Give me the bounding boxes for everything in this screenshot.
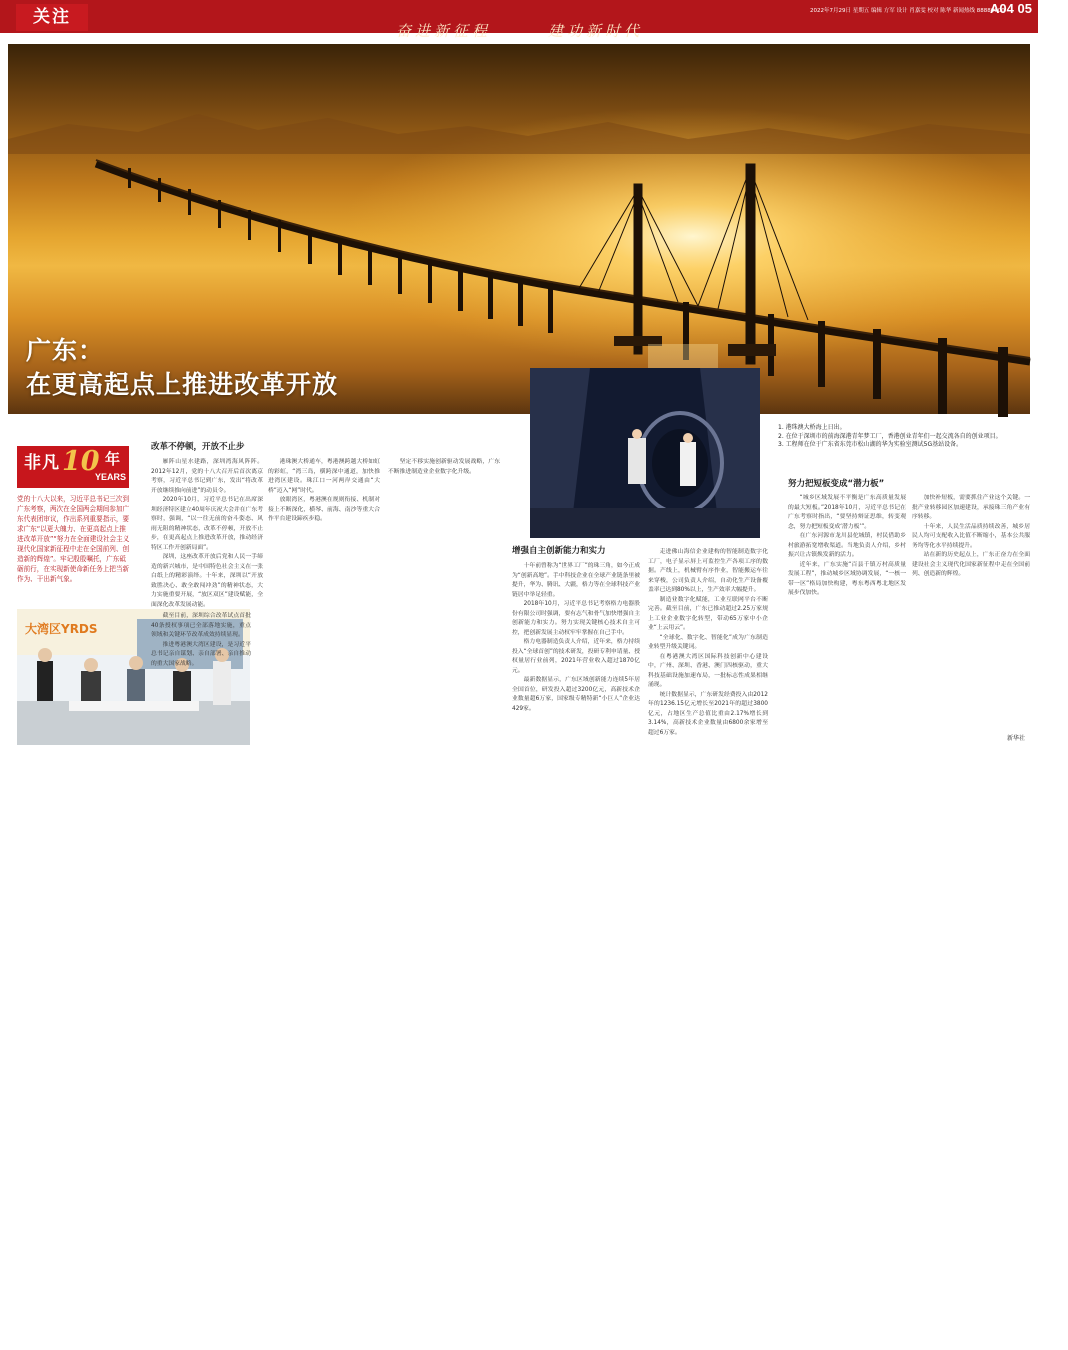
section3-para-3: “全球化、数字化、智能化”成为广东制造业转型升级关键词。: [648, 634, 768, 650]
caption-2: 2. 在位于深圳市的前海深港青年梦工厂，香港创业青年们一起交流各自的创业项目。: [778, 432, 1002, 440]
section4-para-6: 站在新的历史起点上，广东正奋力在全面建设社会主义现代化国家新征程中走在全国前列、创造新的辉煌。: [912, 552, 1030, 577]
caption-1: 1. 港珠澳大桥海上日出。: [778, 424, 846, 431]
section4-col-b: [912, 494, 1030, 730]
hero-headline-line1: 广东：: [26, 336, 105, 365]
page-number: A04 05: [990, 1, 1032, 16]
feifan-10-years-badge: [17, 446, 129, 488]
section4-para-4: 加快补短板，需要抓住产业这个关键。一批产业转移园区加速建设，承接珠三角产业有序转移。: [912, 495, 1030, 520]
section1-para-6: 港珠澳大桥通车，粤港澳跨越大桥如虹的彩虹，“湾三岛，横跨深中通道，加快推进湾区建设。珠江口一河两岸交通由“大桥”迈入“网”时代。: [268, 459, 380, 494]
section2-heading: 增强自主创新能力和实力: [512, 546, 606, 556]
section2-col-a: [512, 562, 640, 744]
section1-para-5: 推进粤港澳大湾区建设，是习近平总书记亲自谋划、亲自部署、亲自推动的重大国家战略。: [151, 641, 251, 667]
section3-col: [648, 548, 768, 744]
section1-col-c: [268, 458, 380, 744]
section3-para-1: 走进佛山海信企业建构的智能制造数字化工厂，电子显示屏上可监控生产各项工序的数据。产线上，机械臂有序作业，智能搬运车往来穿梭，公司负责人介绍，自动化生产设备覆盖率已达到80%以上，生产效率大幅提升。: [648, 549, 768, 593]
section-label: 关注: [16, 4, 88, 31]
section4-para-1: “城乡区域发展不平衡是广东高质量发展的最大短板。”2018年10月，习近平总书记在广东考察时指出，“要坚持辩证思维，转变观念，努力把短板变成‘潜力板’”。: [788, 495, 906, 530]
section1-para-1: 雁阵山星水建路，深圳湾海风阵阵。2012年12月，党的十八大召开后首次离京考察，习近平总书记到广东，发出“将改革开放继续推向前进”的动员令。: [151, 459, 263, 494]
section1-col-d: [388, 458, 500, 744]
hero-headline: [26, 334, 338, 402]
section1-para-8: 坚定不移实施创新驱动发展战略，广东不断推进制造业企业数字化升级。: [388, 459, 500, 475]
section1-col-b: [151, 612, 251, 744]
section4-col-a: [788, 494, 906, 744]
section2-para-4: 最新数据显示，广东区域创新能力连续5年居全国首位，研发投入超过3200亿元，高新技术企业数量超6万家，国家级专精特新“小巨人”企业达429家。: [512, 677, 640, 712]
section2-para-2: 2018年10月，习近平总书记考察格力电器股份有限公司时强调，要有志气和骨气加快增强自主创新能力和实力。努力实现关键核心技术自主可控，把创新发展主动权牢牢掌握在自己手中。: [512, 601, 640, 636]
photo-number-3: 3: [1063, 894, 1068, 902]
section4-para-2: 在广东河源市龙川县佗城镇，村民借助乡村旅游拓宽增收渠道。当地负责人介绍，乡村振兴让古镇焕发新的活力。: [788, 533, 906, 558]
section1-para-4: 截至目前，深圳综合改革试点首批40条授权事项已全部落地实施，重点领域和关键环节改革成效持续显现。: [151, 613, 251, 638]
section3-para-2: 制造业数字化赋能，工业互联网平台不断完善。截至目前，广东已推动超过2.25万家规上工业企业数字化转型，带动65万家中小企业“上云用云”。: [648, 596, 768, 631]
photo-number-2: 2: [36, 1342, 41, 1350]
byline-xinhua: 新华社: [1007, 735, 1026, 742]
section4-para-5: 十年来，人民生活品质持续改善，城乡居民人均可支配收入比值不断缩小，基本公共服务均等化水平持续提升。: [912, 523, 1030, 549]
hero-headline-line2: 在更高起点上推进改革开放: [26, 370, 339, 399]
section2-para-3: 格力电器制造负责人介绍，近年来，格力持续投入“全球首创”的技术研发，投研专利申请量、授权量居行业前列，2021年营业收入超过1870亿元。: [512, 639, 640, 674]
section3-para-4: 在粤港澳大湾区国际科技创新中心建设中，广州、深圳、香港、澳门四核驱动，重大科技基础设施加速布局，一批标志性成果相继涌现。: [648, 653, 768, 688]
section4-para-3: 近年来，广东实施“百县千镇万村高质量发展工程”，推动城乡区域协调发展，“一核一带一区”格局加快构建，粤东粤西粤北地区发展步伐加快。: [788, 561, 906, 596]
section1-para-2: 2020年10月，习近平总书记在出席深圳经济特区建立40周年庆祝大会并在广东考察时，强调，“以一往无前的奋斗姿态、风雨无阻的精神状态，改革不停顿，开放不止步，在更高起点上推进改革开放，推动经济特区工作开创新局面”。: [151, 497, 263, 551]
section1-para-7: 放眼湾区，粤港澳在规则衔接、机制对接上不断深化，横琴、前海、南沙等重大合作平台建设蹄疾步稳。: [268, 497, 380, 522]
section1-para-3: 深圳，这座改革开放后党和人民一手缔造的新兴城市，是中国特色社会主义在一张白纸上的精彩演绎。十年来，深圳以“开放致胜决心、敢全敢闯冲劲”的精神状态，大力实施重要开展，“放区双区”建设赋能，全面深化改革发展动能。: [151, 554, 263, 608]
badge-text-ten: 10: [62, 446, 100, 477]
badge-text-feifan: 非凡: [24, 453, 60, 473]
section3-para-5: 统计数据显示，广东研发经费投入由2012年的1236.15亿元增长至2021年的超过3800亿元，占地区生产总值比重由2.17%增长到3.14%，高新技术企业数量由6800余家增至超过6万家。: [648, 691, 768, 736]
badge-text-nian: 年: [105, 450, 121, 468]
header-band: [0, 0, 1038, 33]
dateline: 2022年7月29日 星期五 编辑 方军 设计 肖嘉雯 校对 陈华 新闻热线 88880000: [810, 8, 1005, 14]
section1-heading: 改革不停顿，开放不止步: [151, 442, 245, 452]
photo-number-1: 1: [10, 445, 15, 453]
slogan-right: 建功新时代: [548, 22, 644, 40]
caption-3: 3. 工程师在位于广东省东莞市松山湖的华为实验室测试5G基站设备。: [778, 441, 963, 449]
lead-paragraph: 党的十八大以来，习近平总书记三次到广东考察，两次在全国两会期间参加广东代表团审议，作出系列重要指示，要求广东“以更大魄力、在更高起点上推进改革开放”“努力在全面建设社会主义现代化国家新征程中走在全国前列、创造新的辉煌”。牢记殷殷嘱托，广东砥砺前行，在实现新使命新任务上把当新作为、干出新气象。: [17, 495, 130, 583]
section1-col-a: [151, 458, 263, 608]
slogan-left: 奋进新征程: [396, 22, 492, 40]
studio-sign-text: 大湾区YRDS: [25, 622, 98, 636]
photo-captions: [778, 424, 1030, 450]
section4-heading: 努力把短板变成“潜力板”: [788, 479, 885, 489]
section2-para-1: 十年前曾称为“世界工厂”的珠三角，如今正成为“创新高地”。手中科技企业在全球产业链条里被提升，华为、腾讯、大疆，格力等在全球科技产业链居中举足轻重。: [512, 563, 640, 598]
badge-text-years: YEARS: [95, 472, 127, 482]
